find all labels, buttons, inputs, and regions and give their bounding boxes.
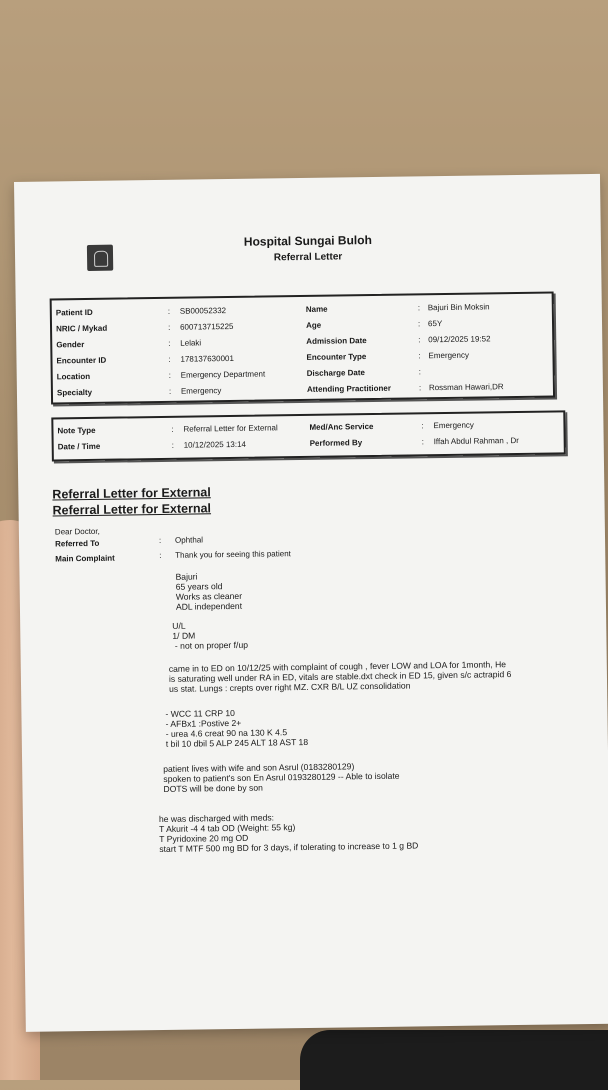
colon: : <box>159 550 162 561</box>
patient-row: NRIC / Mykad : 600713715225 Age : 65Y <box>52 316 552 337</box>
main-complaint-label: Main Complaint <box>55 553 115 564</box>
salutation: Dear Doctor, <box>54 526 100 537</box>
field-value: 600713715225 <box>179 321 234 332</box>
field-label: Name <box>305 304 328 314</box>
referral-letter-paper <box>14 174 608 1032</box>
patient-row: Patient ID : SB00052332 Name : Bajuri Bin Moksin <box>52 300 552 321</box>
underlying-illness: U/L 1/ DM - not on proper f/up <box>172 620 249 651</box>
note-info-box <box>51 410 566 461</box>
hospital-name: Hospital Sungai Buloh <box>243 233 372 249</box>
patient-summary: Bajuri 65 years old Works as cleaner ADL independent <box>175 571 243 612</box>
referred-to-value: Ophthal <box>174 535 204 545</box>
field-value: Emergency <box>180 386 222 396</box>
document-title: Referral Letter <box>273 251 343 264</box>
field-label: NRIC / Mykad <box>55 323 108 334</box>
field-value: Bajuri Bin Moksin <box>427 302 490 313</box>
patient-row: Encounter ID : 178137630001 Encounter Type : Emergency <box>52 347 552 368</box>
lab-results: - WCC 11 CRP 10 - AFBx1 :Postive 2+ - urea 4.6 creat 90 na 130 K 4.5 t bil 10 dbil 5 ALP 245 ALT 18 AST 18 <box>165 707 309 749</box>
patient-row: Gender : Lelaki Admission Date : 09/12/2025 19:52 <box>52 332 552 353</box>
patient-row: Specialty : Emergency Attending Practitioner : Rossman Hawari,DR <box>53 379 553 400</box>
letter-heading: Referral Letter for External <box>52 485 211 502</box>
note-row: Note Type : Referral Letter for External Med/Anc Service : Emergency <box>53 417 563 438</box>
field-value: Emergency Department <box>180 369 266 380</box>
field-label: Note Type <box>57 425 96 436</box>
field-value: 178137630001 <box>180 353 234 364</box>
field-value: 09/12/2025 19:52 <box>428 334 491 345</box>
note-row: Date / Time : 10/12/2025 13:14 Performed By : Iffah Abdul Rahman , Dr <box>54 433 564 454</box>
field-label: Age <box>305 320 322 330</box>
field-value: Iffah Abdul Rahman , Dr <box>433 435 519 447</box>
field-value: Emergency <box>428 350 469 361</box>
patient-row: Location : Emergency Department Discharge Date : <box>53 363 553 384</box>
presenting-history: came in to ED on 10/12/25 with complaint of cough , fever LOW and LOA for 1month, He is saturating well under RA in ED, vitals are stable.dxt check in ED 15, given s/c actrapid 6 us stat. Lungs : crepts over right MZ. CXR B/L UZ consolidation <box>168 659 512 694</box>
field-value: SB00052332 <box>179 306 227 316</box>
discharge-medications: he was discharged with meds: T Akurit -4 4 tab OD (Weight: 55 kg) T Pyridoxine 20 mg OD start T MTF 500 mg BD for 3 days, if tolerating to increase to 1 g BD <box>158 812 419 855</box>
patient-info-box <box>50 291 555 404</box>
field-label: Attending Practitioner <box>306 383 391 394</box>
field-value: Referral Letter for External <box>183 423 278 434</box>
field-label: Patient ID <box>55 307 93 318</box>
field-label: Admission Date <box>306 336 367 346</box>
field-value: Emergency <box>433 420 474 431</box>
field-value: Rossman Hawari,DR <box>428 382 504 393</box>
field-label: Specialty <box>56 387 93 398</box>
referred-to-label: Referred To <box>54 538 100 549</box>
field-label: Discharge Date <box>306 368 366 378</box>
field-label: Encounter ID <box>56 355 107 366</box>
field-label: Location <box>56 371 91 382</box>
field-label: Med/Anc Service <box>309 422 374 432</box>
field-label: Encounter Type <box>306 352 367 362</box>
field-value: 10/12/2025 13:14 <box>183 439 247 450</box>
colon: : <box>158 535 162 546</box>
field-value: Lelaki <box>180 338 202 348</box>
field-label: Date / Time <box>57 441 101 452</box>
letter-heading: Referral Letter for External <box>52 501 212 518</box>
field-label: Gender <box>56 340 85 350</box>
field-label: Performed By <box>309 438 363 448</box>
sleeve <box>300 1030 608 1090</box>
main-complaint-value: Thank you for seeing this patient <box>175 549 291 560</box>
social-history: patient lives with wife and son Asrul (0183280129) spoken to patient's son En Asrul 0193280129 -- Able to isolate DOTS will be done by son <box>163 761 400 794</box>
field-value: 65Y <box>427 319 443 329</box>
